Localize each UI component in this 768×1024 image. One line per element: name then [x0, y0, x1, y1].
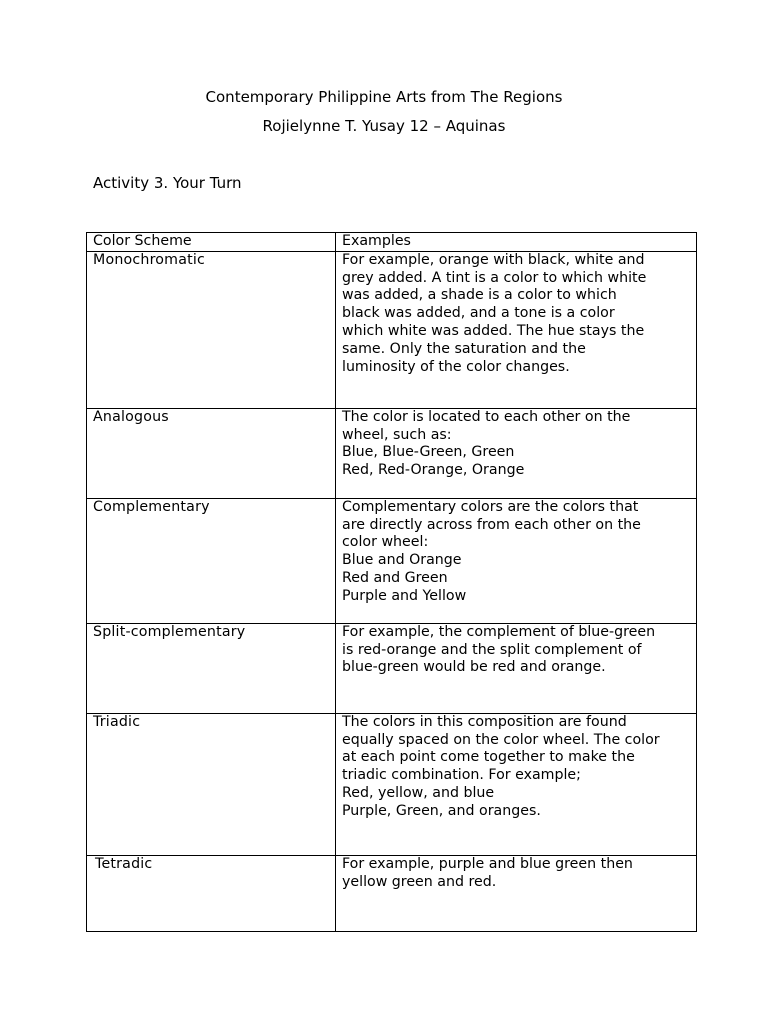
- scheme-cell: Triadic: [87, 713, 336, 855]
- table-row: [87, 855, 697, 931]
- table-row: [87, 408, 697, 498]
- examples-cell: The colors in this composition are found equally spaced on the color wheel. The color at each point come together to make the triadic combination. For example; Red, yellow, and blue Purple, Green, and oranges.: [336, 713, 697, 855]
- scheme-cell: Tetradic: [87, 855, 336, 931]
- scheme-cell: Split-complementary: [87, 623, 336, 713]
- examples-cell: Complementary colors are the colors that are directly across from each other on the color wheel: Blue and Orange Red and Green Purple and Yellow: [336, 498, 697, 623]
- examples-cell: For example, purple and blue green then yellow green and red.: [336, 855, 697, 931]
- scheme-cell: Complementary: [87, 498, 336, 623]
- document-title: Contemporary Philippine Arts from The Regions: [205, 88, 563, 106]
- scheme-cell: Analogous: [87, 408, 336, 498]
- examples-cell: For example, the complement of blue-green is red-orange and the split complement of blue-green would be red and orange.: [336, 623, 697, 713]
- header-color-scheme: Color Scheme: [87, 233, 336, 252]
- examples-cell: The color is located to each other on the wheel, such as: Blue, Blue-Green, Green Red, Red-Orange, Orange: [336, 408, 697, 498]
- color-scheme-table: [86, 232, 697, 932]
- header-examples: Examples: [336, 233, 697, 252]
- table-row: [87, 498, 697, 623]
- table-row: [87, 623, 697, 713]
- scheme-cell: Monochromatic: [87, 251, 336, 408]
- examples-cell: For example, orange with black, white and grey added. A tint is a color to which white was added, a shade is a color to which black was added, and a tone is a color which white was added. The hue stays the same. Only the saturation and the luminosity of the color changes.: [336, 251, 697, 408]
- table-row: [87, 713, 697, 855]
- author-line: Rojielynne T. Yusay 12 – Aquinas: [262, 117, 506, 135]
- activity-heading: Activity 3. Your Turn: [93, 174, 242, 192]
- table-row: [87, 251, 697, 408]
- table-header-row: [87, 233, 697, 252]
